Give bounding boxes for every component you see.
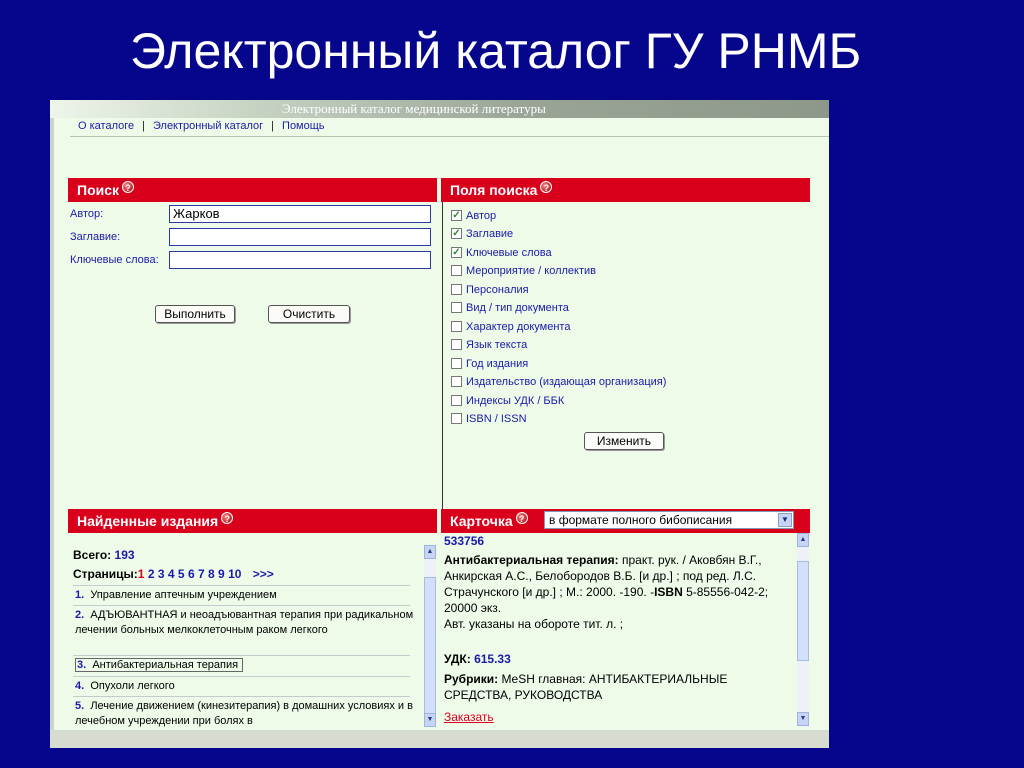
result-title[interactable]: АДЪЮВАНТНАЯ и неоадъювантная терапия при радикальном лечении больных мелкоклеточным раком легкого [75,609,414,636]
card-title: Карточка [450,513,513,529]
result-divider [73,676,410,677]
card-id: 533756 [444,534,485,548]
checkbox[interactable] [451,376,462,387]
help-icon[interactable]: ? [540,181,552,193]
help-icon[interactable]: ? [516,512,528,524]
field-checkbox-row[interactable] [451,300,569,316]
checkbox[interactable] [451,339,462,350]
udk-value: 615.33 [474,652,511,666]
card-note: Авт. указаны на обороте тит. л. ; [444,617,624,631]
window-footer [50,730,829,748]
card-format-select[interactable] [544,511,794,529]
help-icon[interactable]: ? [122,181,134,193]
window-left-edge [50,100,54,748]
field-checkbox-row[interactable] [451,208,496,224]
rubrics-label: Рубрики: [444,672,499,686]
field-label: Персоналия [466,284,529,296]
field-label: Год издания [466,358,529,370]
checkbox[interactable] [451,302,462,313]
result-title[interactable]: Антибактериальная терапия [92,659,239,671]
field-label: Индексы УДК / ББК [466,395,565,407]
field-checkbox-row[interactable] [451,374,666,390]
scroll-thumb[interactable] [424,577,436,725]
scroll-down-icon[interactable]: ▼ [797,712,809,726]
page-link[interactable]: 10 [228,567,242,581]
card-description [444,552,792,632]
field-checkbox-row[interactable] [451,337,527,353]
card-isbn-value: 5-85556-042-2; 20000 экз. [444,585,769,615]
card-panel [441,533,811,728]
field-label: Издательство (издающая организация) [466,376,667,388]
card-scrollbar[interactable] [797,533,809,727]
panel-divider [442,200,443,528]
result-number: 4. [75,680,85,692]
search-header [68,178,437,202]
nav-divider [70,136,829,137]
page-link[interactable]: 8 [208,567,215,581]
card-format-value: в формате полного бибописания [549,513,733,527]
change-button[interactable]: Изменить [584,432,664,450]
list-item[interactable] [75,608,415,638]
result-divider [73,585,410,586]
pagination [73,567,274,581]
order-link[interactable]: Заказать [444,710,494,724]
slide-title: Электронный каталог ГУ РНМБ [130,23,862,79]
results-total [73,548,135,562]
field-label: Мероприятие / коллектив [466,265,597,277]
result-title[interactable]: Опухоли легкого [90,680,175,692]
field-checkbox-row[interactable] [451,263,596,279]
scroll-up-icon[interactable]: ▲ [797,533,809,547]
field-checkbox-row[interactable] [451,411,527,427]
page-link[interactable]: 4 [167,567,175,581]
list-item[interactable] [75,658,415,673]
result-number: 5. [75,700,85,712]
checkbox[interactable]: ✓ [452,246,461,258]
keywords-label: Ключевые слова: [70,254,159,266]
result-title[interactable]: Управление аптечным учреждением [90,589,277,601]
execute-button[interactable]: Выполнить [155,305,235,323]
card-rubrics [444,671,784,703]
search-title: Поиск [77,182,120,198]
nav-catalog-link[interactable]: Электронный каталог [152,120,264,132]
udk-label: УДК: [444,652,471,666]
field-label: Вид / тип документа [466,302,569,314]
checkbox[interactable] [451,265,462,276]
top-nav: О каталоге | Электронный каталог | Помощь [78,120,325,132]
result-number: 3. [77,659,87,671]
card-udk [444,651,511,667]
rubrics-value: MeSH главная: АНТИБАКТЕРИАЛЬНЫЕ СРЕДСТВА, РУКОВОДСТВА [444,672,728,702]
window-header [50,100,829,118]
nav-about-link[interactable]: О каталоге [78,120,135,132]
field-checkbox-row[interactable] [451,226,513,242]
keywords-input[interactable] [169,251,431,269]
field-checkbox-row[interactable] [451,319,570,335]
fields-header [441,178,810,202]
title-input[interactable] [169,228,431,246]
field-checkbox-row[interactable] [451,356,528,372]
checkbox[interactable] [451,284,462,295]
checkbox[interactable] [451,413,462,424]
page-link[interactable]: 9 [218,567,225,581]
result-divider [73,605,410,606]
checkbox[interactable] [451,358,462,369]
checkbox[interactable] [451,321,462,332]
list-item[interactable] [75,588,415,603]
page-link[interactable]: 6 [187,567,195,581]
page-link[interactable]: 2 [147,567,155,581]
total-value: 193 [114,548,135,562]
window-header-title: Электронный каталог медицинской литературы [282,101,546,116]
card-desc: практ. рук. / Аковбян В.Г., Анкирская А.С., Белобородов В.Б. [и др.] ; под ред. Л.С. Страчунского [и др.] ; М.: 2000. -190. - [444,553,762,599]
scroll-down-icon[interactable]: ▼ [424,713,436,727]
field-label: ISBN / ISSN [466,413,527,425]
author-input[interactable]: Жарков [169,205,431,223]
scroll-up-icon[interactable]: ▲ [424,545,436,559]
page-link[interactable]: 3 [157,567,165,581]
checkbox[interactable]: ✓ [452,227,461,239]
checkbox[interactable]: ✓ [452,209,461,221]
fields-title: Поля поиска [450,182,538,198]
total-label: Всего: [73,548,112,562]
nav-help-link[interactable]: Помощь [282,120,325,132]
page-link[interactable]: 5 [177,567,185,581]
catalog-window [50,100,829,748]
results-header [68,509,437,533]
result-divider [73,696,410,697]
list-item[interactable] [75,679,415,694]
result-number: 2. [75,609,85,621]
chevron-down-icon[interactable]: ▼ [778,513,792,527]
card-isbn-label: ISBN [654,585,683,599]
clear-button[interactable]: Очистить [268,305,350,323]
field-checkbox-row[interactable] [451,282,529,298]
list-item[interactable] [75,699,415,728]
field-label: Ключевые слова [466,247,552,259]
title-label: Заглавие: [70,231,121,243]
field-checkbox-row[interactable] [451,245,552,261]
field-checkbox-row[interactable] [451,393,564,409]
checkbox[interactable] [451,395,462,406]
next-pages-link[interactable]: >>> [252,567,274,581]
result-title[interactable]: Лечение движением (кинезитерапия) в домашних условиях и в лечебном учреждении при болях в [75,700,413,727]
result-number: 1. [75,589,85,601]
scroll-thumb[interactable] [797,561,809,661]
page-link[interactable]: 7 [197,567,205,581]
current-page: 1 [137,567,145,581]
help-icon[interactable]: ? [221,512,233,524]
field-label: Язык текста [466,339,528,351]
author-label: Автор: [70,208,104,220]
results-panel [68,533,438,728]
results-title: Найденные издания [77,513,219,529]
field-label: Автор [466,210,497,222]
card-book-title: Антибактериальная терапия: [444,553,619,567]
result-divider [73,655,410,656]
pages-label: Страницы: [73,567,138,581]
field-label: Характер документа [466,321,571,333]
results-scrollbar[interactable] [424,545,436,727]
field-label: Заглавие [466,228,514,240]
